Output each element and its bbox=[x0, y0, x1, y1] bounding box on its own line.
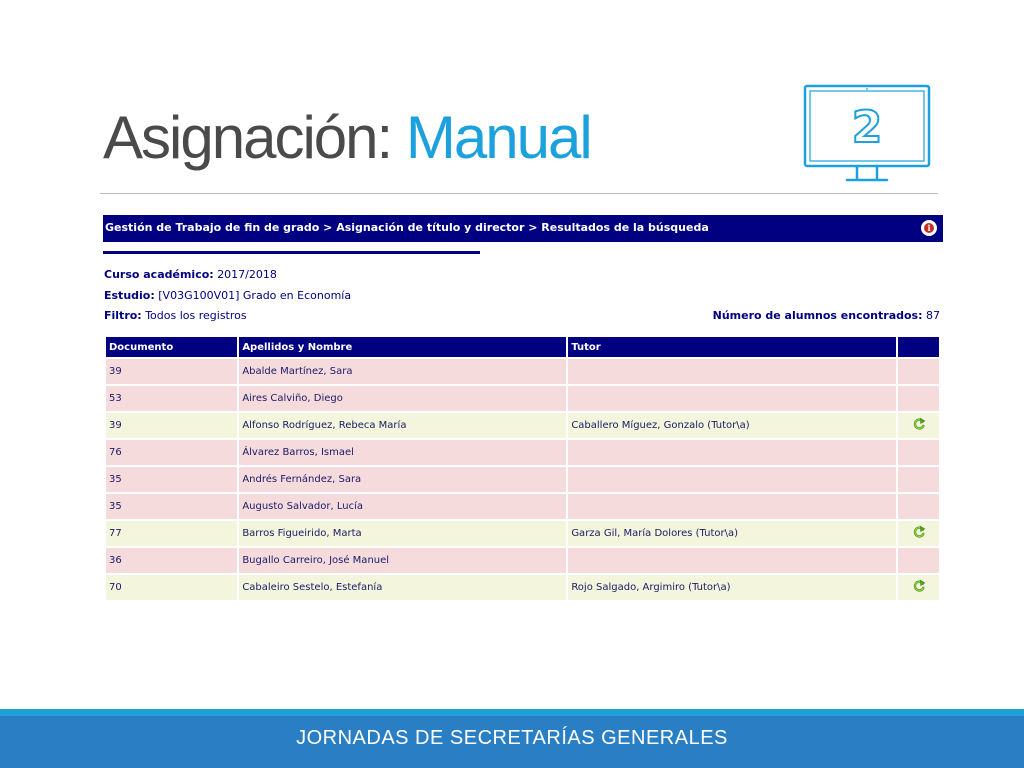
cell-nombre: Abalde Martínez, Sara bbox=[239, 359, 566, 384]
table-row[interactable] bbox=[106, 359, 939, 384]
cell-nombre: Aires Calviño, Diego bbox=[239, 386, 566, 411]
cell-nombre: Alfonso Rodríguez, Rebeca María bbox=[239, 413, 566, 438]
cell-documento: 70 bbox=[106, 575, 237, 600]
cell-nombre: Bugallo Carreiro, José Manuel bbox=[239, 548, 566, 573]
slide-title bbox=[103, 104, 591, 171]
monitor-number: 2 bbox=[851, 102, 883, 153]
breadcrumb bbox=[103, 215, 943, 242]
col-header-nombre[interactable]: Apellidos y Nombre bbox=[239, 337, 566, 357]
footer-accent-strip bbox=[0, 709, 1024, 716]
cell-action bbox=[898, 440, 939, 465]
table-row[interactable] bbox=[106, 521, 939, 546]
cell-tutor bbox=[568, 386, 896, 411]
cell-tutor bbox=[568, 467, 896, 492]
filtro-label: Filtro: bbox=[104, 309, 142, 322]
reload-icon[interactable] bbox=[912, 417, 926, 431]
cell-documento: 39 bbox=[106, 359, 237, 384]
cell-tutor: Garza Gil, María Dolores (Tutor\a) bbox=[568, 521, 896, 546]
cell-documento: 35 bbox=[106, 467, 237, 492]
table-row[interactable] bbox=[106, 575, 939, 600]
col-header-tutor[interactable]: Tutor bbox=[568, 337, 896, 357]
cell-action bbox=[898, 386, 939, 411]
count-label: Número de alumnos encontrados: bbox=[712, 309, 923, 322]
cell-documento: 77 bbox=[106, 521, 237, 546]
footer-text: JORNADAS DE SECRETARÍAS GENERALES bbox=[296, 727, 728, 749]
cell-tutor bbox=[568, 494, 896, 519]
estudio-line bbox=[104, 289, 351, 302]
cell-action bbox=[898, 548, 939, 573]
slide-title-accent: Manual bbox=[405, 104, 591, 171]
curso-value: 2017/2018 bbox=[217, 268, 277, 281]
reload-icon[interactable] bbox=[912, 525, 926, 539]
cell-action bbox=[898, 413, 939, 438]
curso-line bbox=[104, 268, 277, 281]
estudio-value: [V03G100V01] Grado en Economía bbox=[158, 289, 352, 302]
filtro-value: Todos los registros bbox=[145, 309, 247, 322]
cell-documento: 39 bbox=[106, 413, 237, 438]
table-row[interactable] bbox=[106, 440, 939, 465]
results-table bbox=[104, 335, 941, 602]
table-header-row bbox=[106, 337, 939, 357]
cell-action bbox=[898, 521, 939, 546]
filtro-line bbox=[104, 309, 247, 322]
cell-action bbox=[898, 494, 939, 519]
breadcrumb-text: Gestión de Trabajo de fin de grado > Asignación de título y director > Resultados de la búsqueda bbox=[105, 221, 709, 234]
table-row[interactable] bbox=[106, 386, 939, 411]
estudio-label: Estudio: bbox=[104, 289, 155, 302]
cell-tutor: Caballero Míguez, Gonzalo (Tutor\a) bbox=[568, 413, 896, 438]
table-row[interactable] bbox=[106, 467, 939, 492]
cell-action bbox=[898, 575, 939, 600]
cell-nombre: Augusto Salvador, Lucía bbox=[239, 494, 566, 519]
title-divider bbox=[100, 193, 938, 194]
breadcrumb-underline bbox=[103, 251, 480, 254]
cell-nombre: Cabaleiro Sestelo, Estefanía bbox=[239, 575, 566, 600]
result-count bbox=[713, 309, 940, 322]
curso-label: Curso académico: bbox=[104, 268, 214, 281]
cell-nombre: Álvarez Barros, Ismael bbox=[239, 440, 566, 465]
cell-documento: 53 bbox=[106, 386, 237, 411]
cell-action bbox=[898, 467, 939, 492]
table-row[interactable] bbox=[106, 494, 939, 519]
cell-documento: 36 bbox=[106, 548, 237, 573]
table-row[interactable] bbox=[106, 413, 939, 438]
table-row[interactable] bbox=[106, 548, 939, 573]
cell-tutor: Rojo Salgado, Argimiro (Tutor\a) bbox=[568, 575, 896, 600]
cell-documento: 35 bbox=[106, 494, 237, 519]
cell-tutor bbox=[568, 359, 896, 384]
footer bbox=[0, 716, 1024, 768]
col-header-documento[interactable]: Documento bbox=[106, 337, 237, 357]
reload-icon[interactable] bbox=[912, 579, 926, 593]
info-icon[interactable]: i bbox=[921, 220, 937, 236]
cell-action bbox=[898, 359, 939, 384]
monitor-icon bbox=[803, 84, 931, 184]
cell-tutor bbox=[568, 440, 896, 465]
cell-tutor bbox=[568, 548, 896, 573]
cell-nombre: Barros Figueirido, Marta bbox=[239, 521, 566, 546]
col-header-action bbox=[898, 337, 939, 357]
cell-documento: 76 bbox=[106, 440, 237, 465]
count-value: 87 bbox=[926, 309, 940, 322]
cell-nombre: Andrés Fernández, Sara bbox=[239, 467, 566, 492]
slide-title-main: Asignación: bbox=[103, 104, 392, 171]
